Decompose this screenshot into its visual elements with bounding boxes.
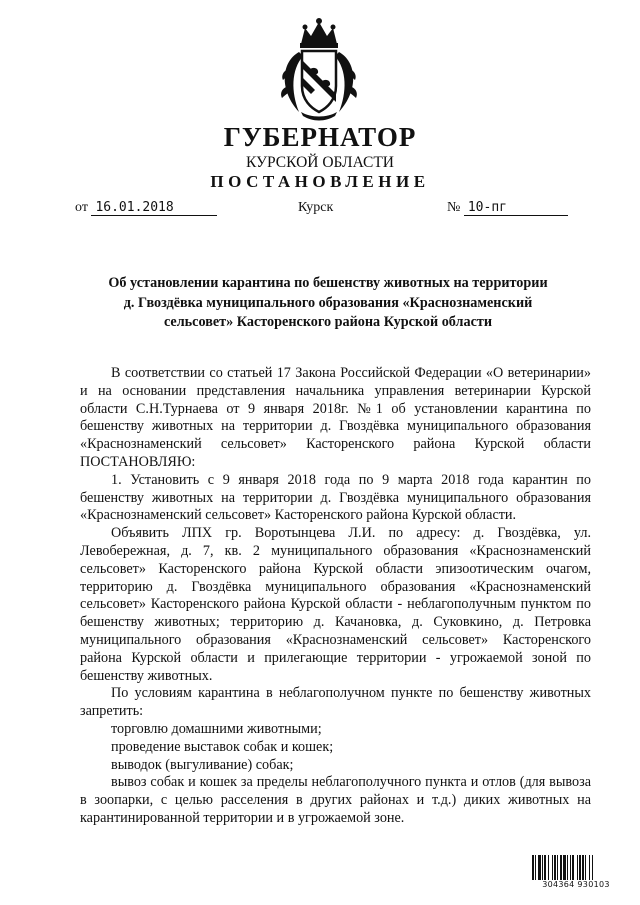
prohibition-item: торговлю домашними животными; [111, 720, 322, 737]
subject-line: сельсовет» Касторенского района Курской области [163, 314, 493, 330]
date-prefix: от [75, 200, 88, 215]
prohibition-item: выводок (выгуливание) собак; [111, 756, 294, 773]
body-paragraph: 1. Установить с 9 января 2018 года по 9 марта 2018 года карантин по бешенству животных на территории д. Гвоздёвка муниципального образования «Краснознаменский сельсовет» Касторенского района Курской области. [80, 471, 591, 524]
body-paragraph: В соответствии со статьей 17 Закона Российской Федерации «О ветеринарии» и на основании представления начальника управления ветеринарии Курской области С.Н.Турнаева от 9 января 2018г. №1 об установлении карантина по бешенству животных на территории д. Гвоздёвка муниципального образования «Краснознаменский сельсовет» Касторенского района Курской области ПОСТАНОВЛЯЮ: [80, 365, 591, 470]
number-prefix: № [447, 200, 461, 215]
body-paragraph: Объявить ЛПХ гр. Воротынцева Л.И. по адресу: д. Гвоздёвка, ул. Левобережная, д. 7, кв. 2 муниципального образования «Краснознаменский сельсовет» Касторенского района Курской области эпизоотическим очагом, территорию д. Гвоздёвка муниципального образования «Краснознаменский сельсовет» Касторенского района Курской области - неблагополучным пунктом по бешенству животных; территорию д. Качановка, д. Суковкино, д. Петровка муниципального образования «Краснознаменский сельсовет» Касторенского района Курской области и прилегающие территории - угрожаемой зоной по бешенству животных. [80, 525, 591, 684]
number-value: 10-пг [464, 200, 568, 216]
issuer-region: КУРСКОЙ ОБЛАСТИ [245, 154, 394, 171]
kursk-coat-of-arms-icon [271, 18, 367, 122]
barcode-number: 304364 930103 [531, 880, 621, 889]
body-paragraph: вывоз собак и кошек за пределы неблагополучного пункта и отлов (для вывоза в зоопарки, с целью расселения в других районах и т.д.) диких животных на карантинированной территории и в угрожаемой зоне. [80, 774, 591, 826]
subject-line: Об установлении карантина по бешенству животных на территории [108, 275, 548, 291]
document-subject [72, 274, 584, 333]
document-body [80, 365, 591, 828]
prohibition-item: проведение выставок собак и кошек; [111, 738, 334, 755]
subject-line: д. Гвоздёвка муниципального образования «Краснознаменский [123, 294, 533, 311]
date-value: 16.01.2018 [91, 200, 217, 216]
issuer-title: ГУБЕРНАТОР [223, 122, 417, 152]
document-date [75, 200, 217, 216]
document-number [447, 200, 568, 216]
body-paragraph: По условиям карантина в неблагополучном пункте по бешенству животных запретить: [80, 685, 591, 720]
document-city: Курск [298, 200, 334, 215]
document-type: ПОСТАНОВЛЕНИЕ [210, 172, 430, 191]
